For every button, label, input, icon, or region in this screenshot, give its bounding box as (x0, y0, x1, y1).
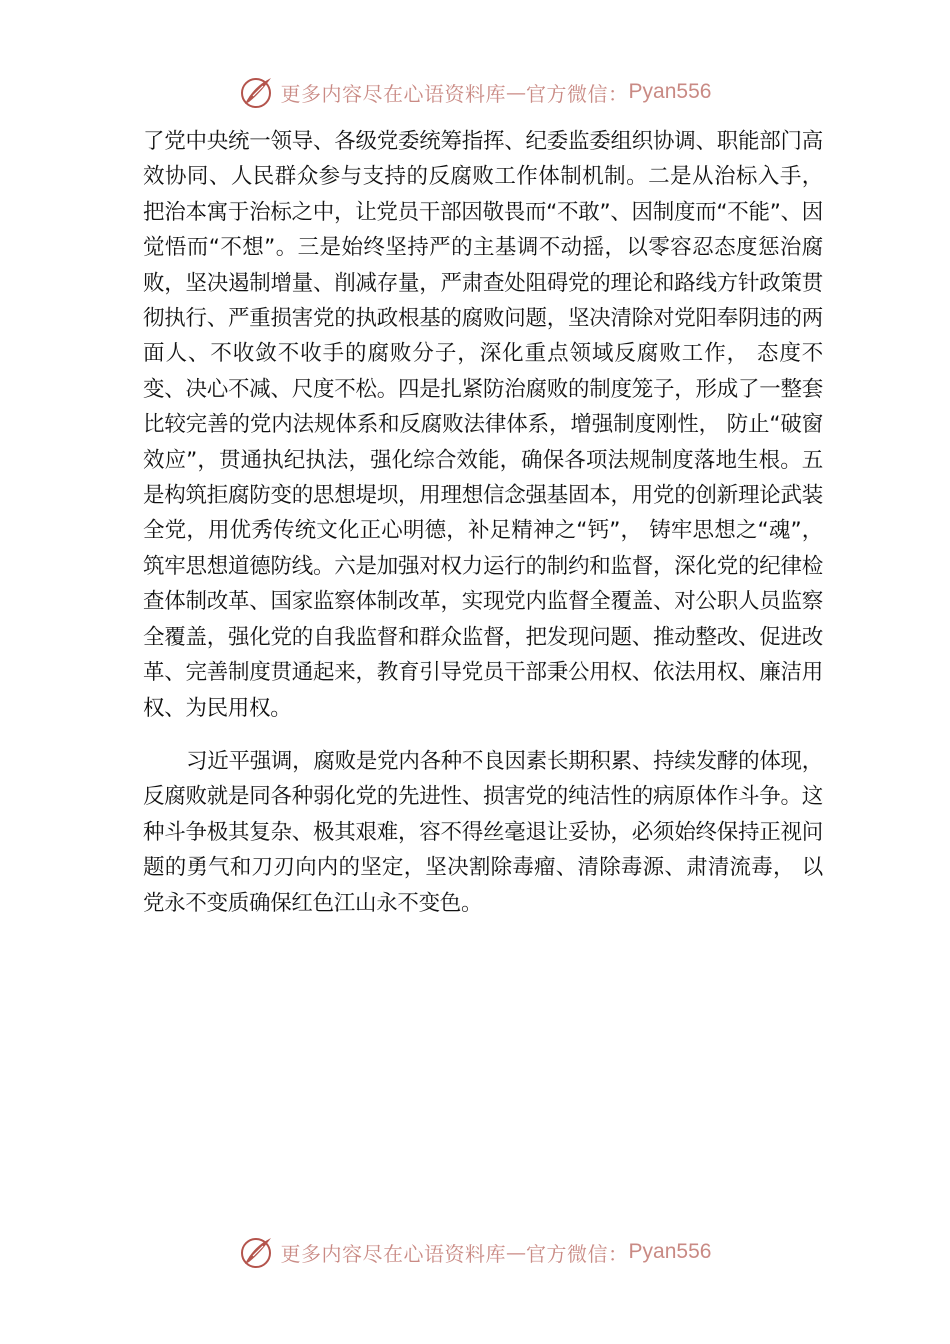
watermark-separator: — (506, 1240, 527, 1264)
quill-logo-icon (239, 74, 275, 110)
watermark-label: 官方微信： (526, 1241, 629, 1266)
header-watermark (0, 72, 950, 112)
document-body (143, 124, 823, 921)
quill-logo-icon (239, 1234, 275, 1270)
paragraph-2: 习近平强调，腐败是党内各种不良因素长期积累、持续发酵的体现， 反腐败就是同各种弱化党的先进性、损害党的纯洁性的病原体作斗争。这种斗争极其复杂、极其艰难，容不得丝毫退让妥协，必须始终保持正视问题的勇气和刀刃向内的坚定，坚决割除毒瘤、清除毒源、肃清流毒， 以党永不变质确保红色江山永不变色。 (143, 748, 823, 916)
watermark-id: Pyan556 (628, 80, 712, 103)
footer-watermark (0, 1232, 950, 1272)
watermark-text: 更多内容尽在心语资料库 (280, 81, 507, 106)
watermark-id: Pyan556 (628, 1240, 712, 1263)
watermark-text: 更多内容尽在心语资料库 (280, 1241, 507, 1266)
watermark-label: 官方微信： (526, 81, 629, 106)
paragraph-1: 了党中央统一领导、各级党委统筹指挥、纪委监委组织协调、职能部门高效协同、人民群众参与支持的反腐败工作体制机制。二是从治标入手， 把治本寓于治标之中，让党员干部因敬畏而“不敢”、因制度而“不能”、因觉悟而“不想”。三是始终坚持严的主基调不动摇，以零容忍态度惩治腐败，坚决遏制增量、削减存量，严肃查处阻碍党的理论和路线方针政策贯彻执行、严重损害党的执政根基的腐败问题，坚决清除对党阳奉阴违的两面人、不收敛不收手的腐败分子，深化重点领域反腐败工作， 态度不变、决心不减、尺度不松。四是扎紧防治腐败的制度笼子，形成了一整套比较完善的党内法规体系和反腐败法律体系，增强制度刚性， 防止“破窗效应”，贯通执纪执法，强化综合效能，确保各项法规制度落地生根。五是构筑拒腐防变的思想堤坝，用理想信念强基固本，用党的创新理论武装全党，用优秀传统文化正心明德，补足精神之“钙”， 铸牢思想之“魂”，筑牢思想道德防线。六是加强对权力运行的制约和监督，深化党的纪律检查体制改革、国家监察体制改革，实现党内监督全覆盖、对公职人员监察全覆盖，强化党的自我监督和群众监督，把发现问题、推动整改、促进改革、完善制度贯通起来，教育引导党员干部秉公用权、依法用权、廉洁用权、为民用权。 (143, 129, 823, 721)
watermark-separator: — (506, 80, 527, 104)
